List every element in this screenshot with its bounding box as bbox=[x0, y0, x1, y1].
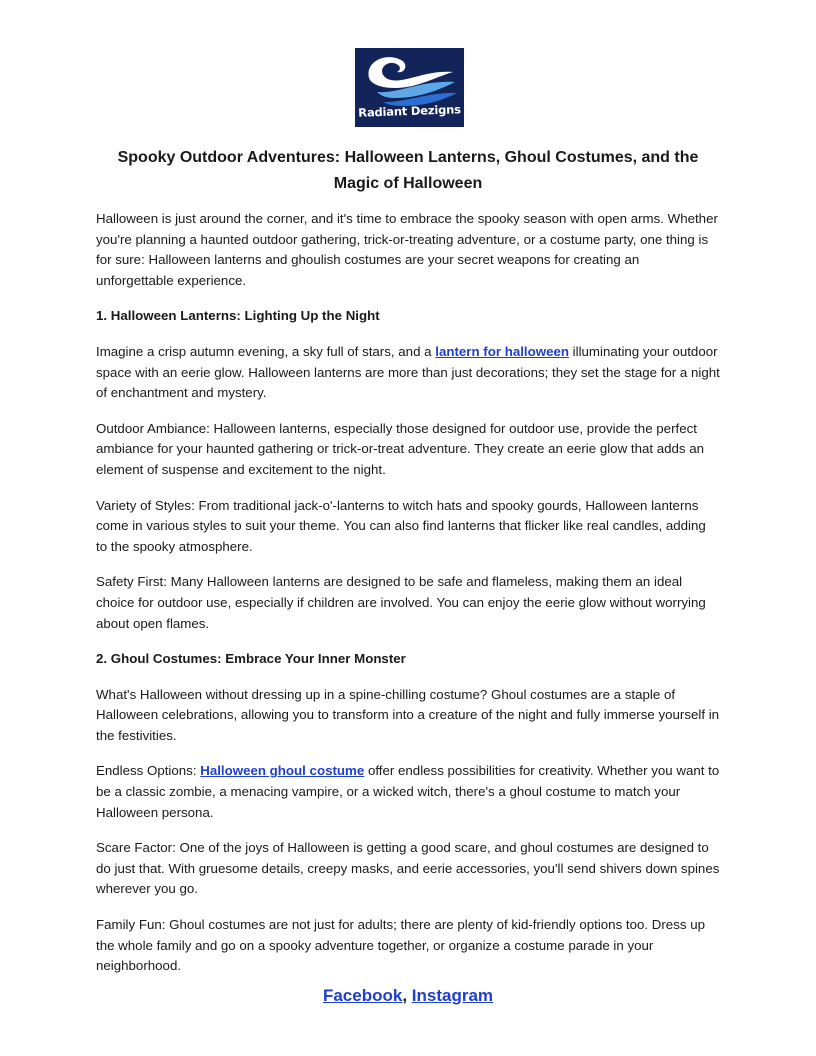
paragraph-text: Endless Options: bbox=[96, 763, 201, 779]
lanterns-paragraph-1 bbox=[96, 342, 720, 404]
lanterns-paragraph-safety-first: Safety First: Many Halloween lanterns are designed to be safe and flameless, making them an ideal choice for outdoor use, especially if children are involved. You can enjoy the eerie glow without worrying about open flames. bbox=[96, 574, 706, 631]
radiant-dezigns-logo bbox=[355, 48, 464, 127]
section-heading-ghoul-costumes: 2. Ghoul Costumes: Embrace Your Inner Monster bbox=[96, 651, 406, 667]
costumes-paragraph-family-fun: Family Fun: Ghoul costumes are not just for adults; there are plenty of kid-friendly options too. Dress up the whole family and go on a spooky adventure together, or organize a costume parade in your neighborhood. bbox=[96, 917, 705, 974]
lanterns-paragraph-variety-of-styles: Variety of Styles: From traditional jack-o'-lanterns to witch hats and spooky gourds, Halloween lanterns come in various styles to suit your theme. You can also find lanterns that flicker like real candles, adding to the spooky atmosphere. bbox=[96, 497, 706, 554]
facebook-link[interactable]: Facebook bbox=[322, 986, 403, 1005]
costumes-paragraph-1: What's Halloween without dressing up in a spine-chilling costume? Ghoul costumes are a staple of Halloween celebrations, allowing you to transform into a creature of the night and fully immerse yourself in the festivities. bbox=[96, 686, 720, 743]
costumes-paragraph-endless-options bbox=[96, 761, 720, 823]
section-heading-lanterns: 1. Halloween Lanterns: Lighting Up the Night bbox=[96, 308, 380, 324]
logo-text: Radiant Dezigns bbox=[358, 102, 461, 120]
intro-paragraph: Halloween is just around the corner, and it's time to embrace the spooky season with open arms. Whether you're planning a haunted outdoor gathering, trick-or-treating adventure, or a costume party, one thing is for sure: Halloween lanterns and ghoulish costumes are your secret weapons for creating an unforgettable experience. bbox=[96, 211, 718, 288]
article-body bbox=[96, 209, 720, 992]
article-title: Spooky Outdoor Adventures: Halloween Lanterns, Ghoul Costumes, and the Magic of Halloween bbox=[117, 149, 699, 192]
paragraph-text: offer endless possibilities for creativity. Whether you want to be a classic zombie, a menacing vampire, or a wicked witch, there's a ghoul costume to match your Halloween persona. bbox=[96, 763, 720, 820]
instagram-link[interactable]: Instagram bbox=[411, 986, 494, 1005]
paragraph-text: illuminating your outdoor space with an eerie glow. Halloween lanterns are more than just decorations; they set the stage for a night of enchantment and mystery. bbox=[96, 343, 720, 401]
paragraph-text: Imagine a crisp autumn evening, a sky full of stars, and a bbox=[96, 343, 436, 359]
lanterns-paragraph-outdoor-ambiance: Outdoor Ambiance: Halloween lanterns, especially those designed for outdoor use, provide the perfect ambiance for your haunted gathering or trick-or-treat adventure. They create an eerie glow that adds an element of suspense and excitement to the night. bbox=[96, 420, 705, 477]
social-links-footer bbox=[0, 986, 816, 1006]
halloween-ghoul-costume-link[interactable]: Halloween ghoul costume bbox=[200, 763, 365, 779]
costumes-paragraph-scare-factor: Scare Factor: One of the joys of Halloween is getting a good scare, and ghoul costumes are designed to do just that. With gruesome details, creepy masks, and eerie accessories, you'll send shivers down spines wherever you go. bbox=[96, 840, 720, 897]
lantern-for-halloween-link[interactable]: lantern for halloween bbox=[435, 343, 569, 359]
link-separator: , bbox=[402, 986, 408, 1005]
